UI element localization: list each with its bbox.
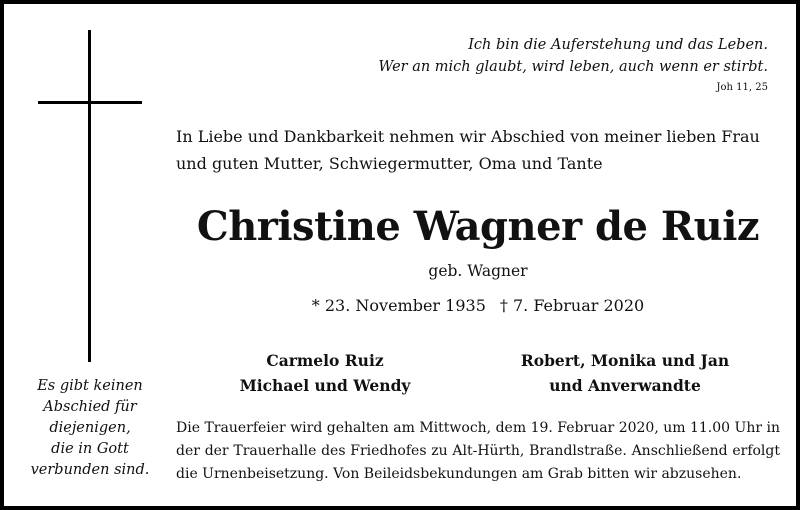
intro-text [176, 123, 780, 177]
side-quote-line: die in Gott [51, 441, 129, 457]
cross-icon [88, 30, 91, 362]
intro-line-2: und guten Mutter, Schwiegermutter, Oma und Tante [176, 154, 603, 173]
death-date: † 7. Februar 2020 [499, 296, 645, 315]
side-quote-line: Es gibt keinen [37, 378, 143, 394]
mourner-line: Robert, Monika und Jan [520, 351, 730, 370]
side-quote-line: verbunden sind. [30, 462, 150, 478]
side-quote [28, 376, 152, 481]
birth-date: * 23. November 1935 [311, 296, 486, 315]
mourners-right [500, 348, 750, 398]
verse-reference: Joh 11, 25 [716, 82, 768, 93]
life-dates [176, 296, 780, 315]
deceased-name: Christine Wagner de Ruiz [196, 203, 760, 250]
intro-line-1: In Liebe und Dankbarkeit nehmen wir Abschied von meiner lieben Frau [176, 127, 760, 146]
mourner-line: Michael und Wendy [239, 376, 411, 395]
mourners-left [200, 348, 450, 398]
mourner-line: Carmelo Ruiz [266, 351, 384, 370]
verse-line-2: Wer an mich glaubt, wird leben, auch wenn er stirbt. [378, 59, 768, 75]
ceremony-details: Die Trauerfeier wird gehalten am Mittwoch, dem 19. Februar 2020, um 11.00 Uhr in der der Trauerhalle des Friedhofes zu Alt-Hürth, Brandlstraße. Anschließend erfolgt die Urnenbeisetzung. Von Beileidsbekundungen am Grab bitten wir abzusehen. [176, 420, 780, 482]
side-quote-line: Abschied für [43, 399, 137, 415]
cross-icon-crossbar [38, 101, 142, 104]
birth-name: geb. Wagner [428, 262, 528, 280]
mourner-line: und Anverwandte [549, 376, 701, 395]
verse-line-1: Ich bin die Auferstehung und das Leben. [468, 37, 768, 53]
side-quote-line: diejenigen, [49, 420, 131, 436]
bible-verse [378, 34, 768, 78]
